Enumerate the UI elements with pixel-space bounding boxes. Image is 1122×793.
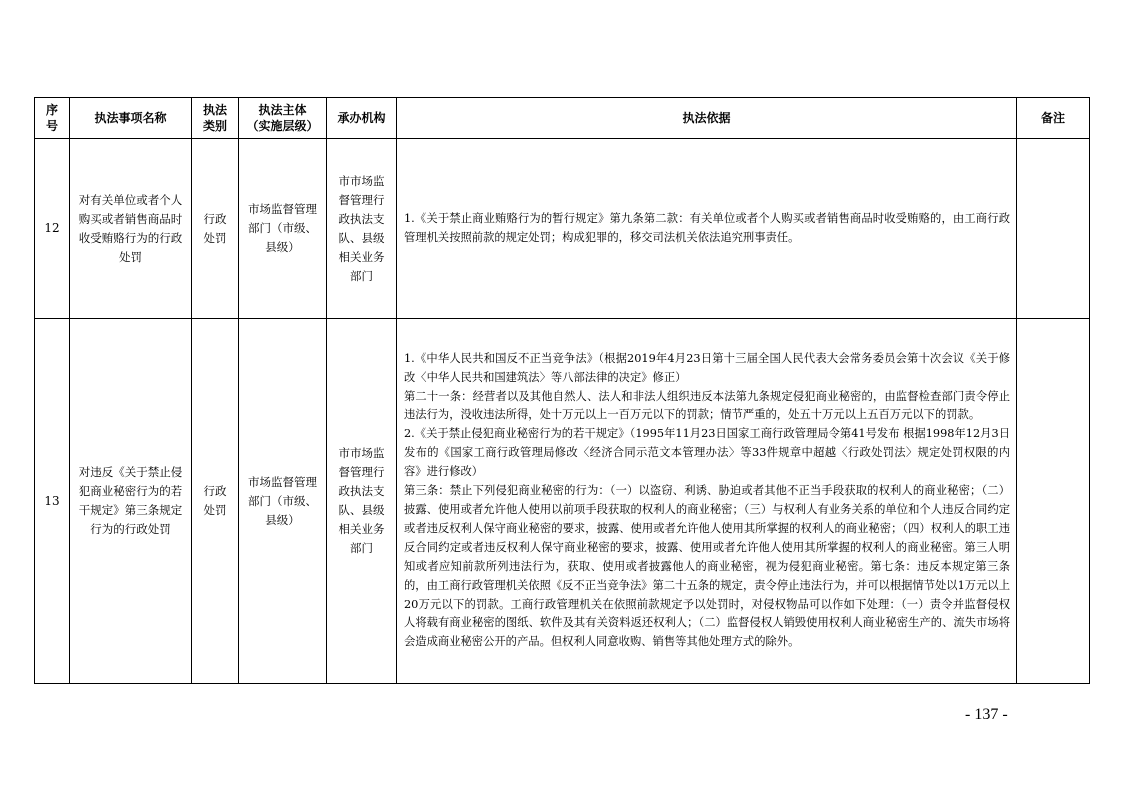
- row-note: [1017, 319, 1090, 684]
- page-number: - 137 -: [965, 706, 1008, 723]
- header-note: 备注: [1017, 98, 1090, 139]
- row-legal-basis: [397, 139, 1017, 319]
- header-subject: [239, 98, 327, 139]
- basis-paragraph: 2.《关于禁止侵犯商业秘密行为的若干规定》（1995年11月23日国家工商行政管理局令第41号发布 根据1998年12月3日发布的《国家工商行政管理局修改〈经济合同示范文本管理办法〉等33件规章中超越〈行政处罚法〉规定处罚权限的内容》进行修改）: [404, 427, 1010, 479]
- header-type-line2: 类别: [202, 119, 227, 133]
- basis-paragraph: 第二十一条：经营者以及其他自然人、法人和非法人组织违反本法第九条规定侵犯商业秘密的，由监督检查部门责令停止违法行为，没收违法所得，处十万元以上一百万元以下的罚款；情节严重的，处五十万元以上五百万元以下的罚款。: [404, 389, 1010, 422]
- header-name: 执法事项名称: [70, 98, 192, 139]
- row-item-name: 对有关单位或者个人购买或者销售商品时收受贿赂行为的行政处罚: [70, 139, 192, 319]
- header-subject-line2: （实施层级）: [246, 119, 319, 133]
- basis-paragraph: 1.《关于禁止商业贿赂行为的暂行规定》第九条第二款：有关单位或者个人购买或者销售商品时收受贿赂的，由工商行政管理机关按照前款的规定处罚；构成犯罪的，移交司法机关依法追究刑事责任。: [404, 211, 1010, 244]
- enforcement-table: [34, 97, 1090, 684]
- row-note: [1017, 139, 1090, 319]
- table-row: [35, 319, 1090, 684]
- row-organization: 市市场监督管理行政执法支队、县级相关业务部门: [327, 319, 397, 684]
- table-header-row: [35, 98, 1090, 139]
- header-type-line1: 执法: [202, 103, 227, 117]
- header-num-line1: 序: [45, 103, 58, 117]
- basis-paragraph: 第三条：禁止下列侵犯商业秘密的行为：（一）以盗窃、利诱、胁迫或者其他不正当手段获取的权利人的商业秘密；（二）披露、使用或者允许他人使用以前项手段获取的权利人的商业秘密；（三）与权利人有业务关系的单位和个人违反合同约定或者违反权利人保守商业秘密的要求，披露、使用或者允许他人使用其所掌握的权利人的商业秘密；（四）权利人的职工违反合同约定或者违反权利人保守商业秘密的要求，披露、使用或者允许他人使用其所掌握的权利人的商业秘密。第三人明知或者应知前款所列违法行为，获取、使用或者披露他人的商业秘密，视为侵犯商业秘密。第七条：违反本规定第三条的，由工商行政管理机关依照《反不正当竞争法》第二十五条的规定，责令停止违法行为，并可以根据情节处以1万元以上20万元以下的罚款。工商行政管理机关在依照前款规定予以处罚时，对侵权物品可以作如下处理：（一）责令并监督侵权人将载有商业秘密的图纸、软件及其有关资料返还权利人；（二）监督侵权人销毁使用权利人商业秘密生产的、流失市场将会造成商业秘密公开的产品。但权利人同意收购、销售等其他处理方式的除外。: [404, 484, 1010, 649]
- header-type: [192, 98, 239, 139]
- header-num-line2: 号: [45, 119, 58, 133]
- row-legal-basis: [397, 319, 1017, 684]
- row-organization: 市市场监督管理行政执法支队、县级相关业务部门: [327, 139, 397, 319]
- row-item-name: 对违反《关于禁止侵犯商业秘密行为的若干规定》第三条规定行为的行政处罚: [70, 319, 192, 684]
- row-subject: 市场监督管理部门（市级、县级）: [239, 139, 327, 319]
- header-org: 承办机构: [327, 98, 397, 139]
- row-category: 行政处罚: [192, 319, 239, 684]
- basis-paragraph: 1.《中华人民共和国反不正当竞争法》（根据2019年4月23日第十三届全国人民代表大会常务委员会第十次会议《关于修改〈中华人民共和国建筑法〉等八部法律的决定》修正）: [404, 351, 1010, 384]
- row-num: 12: [35, 139, 70, 319]
- header-subject-line1: 执法主体: [258, 103, 307, 117]
- header-num: [35, 98, 70, 139]
- row-subject: 市场监督管理部门（市级、县级）: [239, 319, 327, 684]
- row-num: 13: [35, 319, 70, 684]
- table-row: [35, 139, 1090, 319]
- row-category: 行政处罚: [192, 139, 239, 319]
- header-basis: 执法依据: [397, 98, 1017, 139]
